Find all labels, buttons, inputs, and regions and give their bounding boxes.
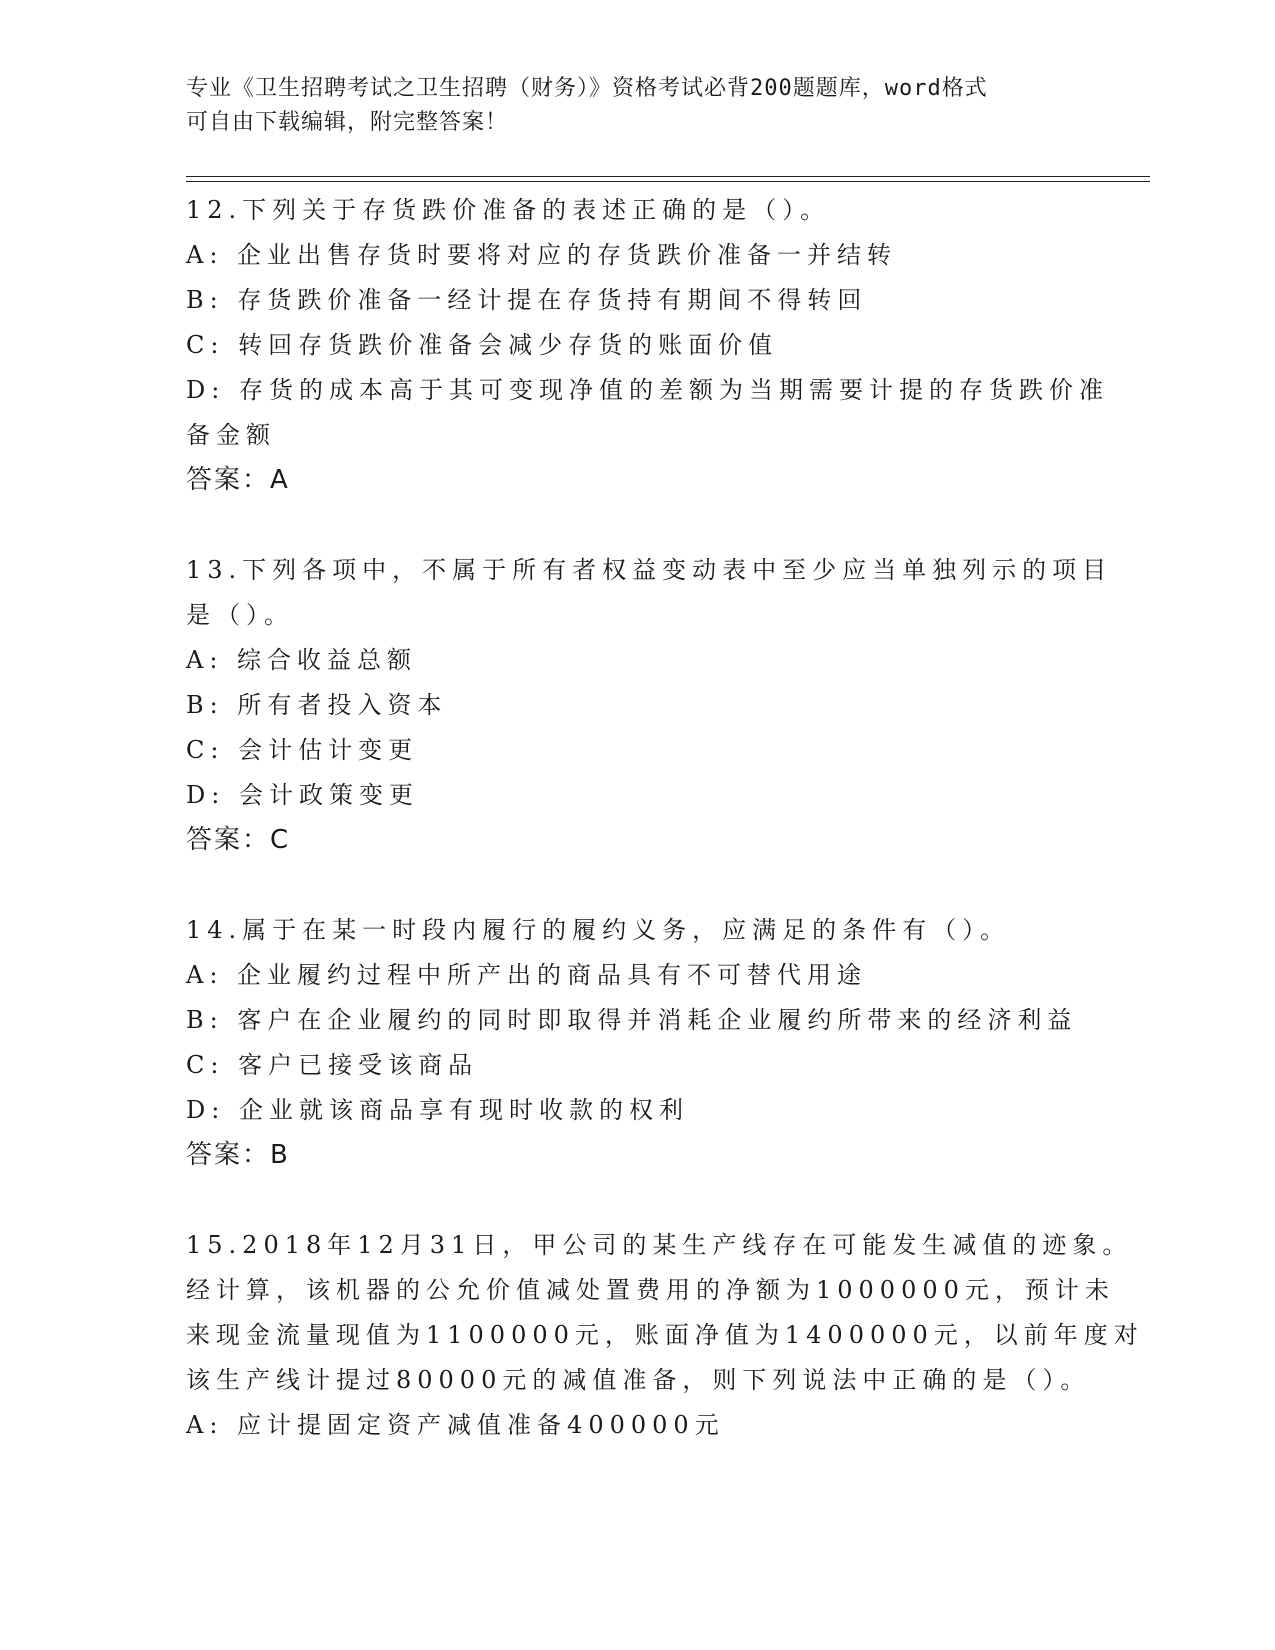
question-stem-continued: 该生产线计提过80000元的减值准备，则下列说法中正确的是（）。 [186,1366,1091,1394]
question-stem-continued: 是（）。 [186,601,294,629]
spacer [186,1178,1086,1223]
header-line-1: 专业《卫生招聘考试之卫生招聘（财务）》资格考试必背200题题库，word格式 [186,76,988,101]
question-stem-continued: 经计算，该机器的公允价值减处置费用的净额为1000000元，预计未 [186,1276,1115,1304]
question-14 [186,908,1086,1178]
option-b: B: 所有者投入资本 [186,691,448,719]
answer: 答案：B [186,1140,290,1170]
question-13 [186,548,1113,863]
option-a: A: 应计提固定资产减值准备400000元 [186,1411,725,1439]
option-a: A: 综合收益总额 [186,646,418,674]
question-stem-continued: 来现金流量现值为1100000元，账面净值为1400000元，以前年度对 [186,1321,1144,1349]
question-12 [186,188,1109,503]
option-b: B: 客户在企业履约的同时即取得并消耗企业履约所带来的经济利益 [186,1006,1078,1034]
question-stem: 14.属于在某一时段内履行的履约义务，应满足的条件有（）。 [186,916,1011,944]
option-c: C: 客户已接受该商品 [186,1051,479,1079]
document-header [186,72,1066,140]
option-b: B: 存货跌价准备一经计提在存货持有期间不得转回 [186,286,868,314]
option-d: D: 存货的成本高于其可变现净值的差额为当期需要计提的存货跌价准 [186,376,1109,404]
option-d: D: 会计政策变更 [186,781,419,809]
question-stem: 15.2018年12月31日，甲公司的某生产线存在可能发生减值的迹象。 [186,1231,1133,1259]
header-line-2: 可自由下载编辑，附完整答案！ [186,110,509,135]
header-divider-top [186,176,1150,177]
option-d-continued: 备金额 [186,421,276,449]
option-d: D: 企业就该商品享有现时收款的权利 [186,1096,689,1124]
question-stem: 12.下列关于存货跌价准备的表述正确的是（）。 [186,196,831,224]
question-15 [186,1223,1144,1448]
question-list [186,188,1144,1448]
answer: 答案：C [186,825,291,855]
answer: 答案：A [186,465,290,495]
option-a: A: 企业履约过程中所产出的商品具有不可替代用途 [186,961,868,989]
question-stem: 13.下列各项中，不属于所有者权益变动表中至少应当单独列示的项目 [186,556,1113,584]
option-c: C: 转回存货跌价准备会减少存货的账面价值 [186,331,779,359]
spacer [186,503,1086,548]
spacer [186,863,1086,908]
option-a: A: 企业出售存货时要将对应的存货跌价准备一并结转 [186,241,898,269]
header-divider-bottom [186,181,1150,182]
option-c: C: 会计估计变更 [186,736,419,764]
